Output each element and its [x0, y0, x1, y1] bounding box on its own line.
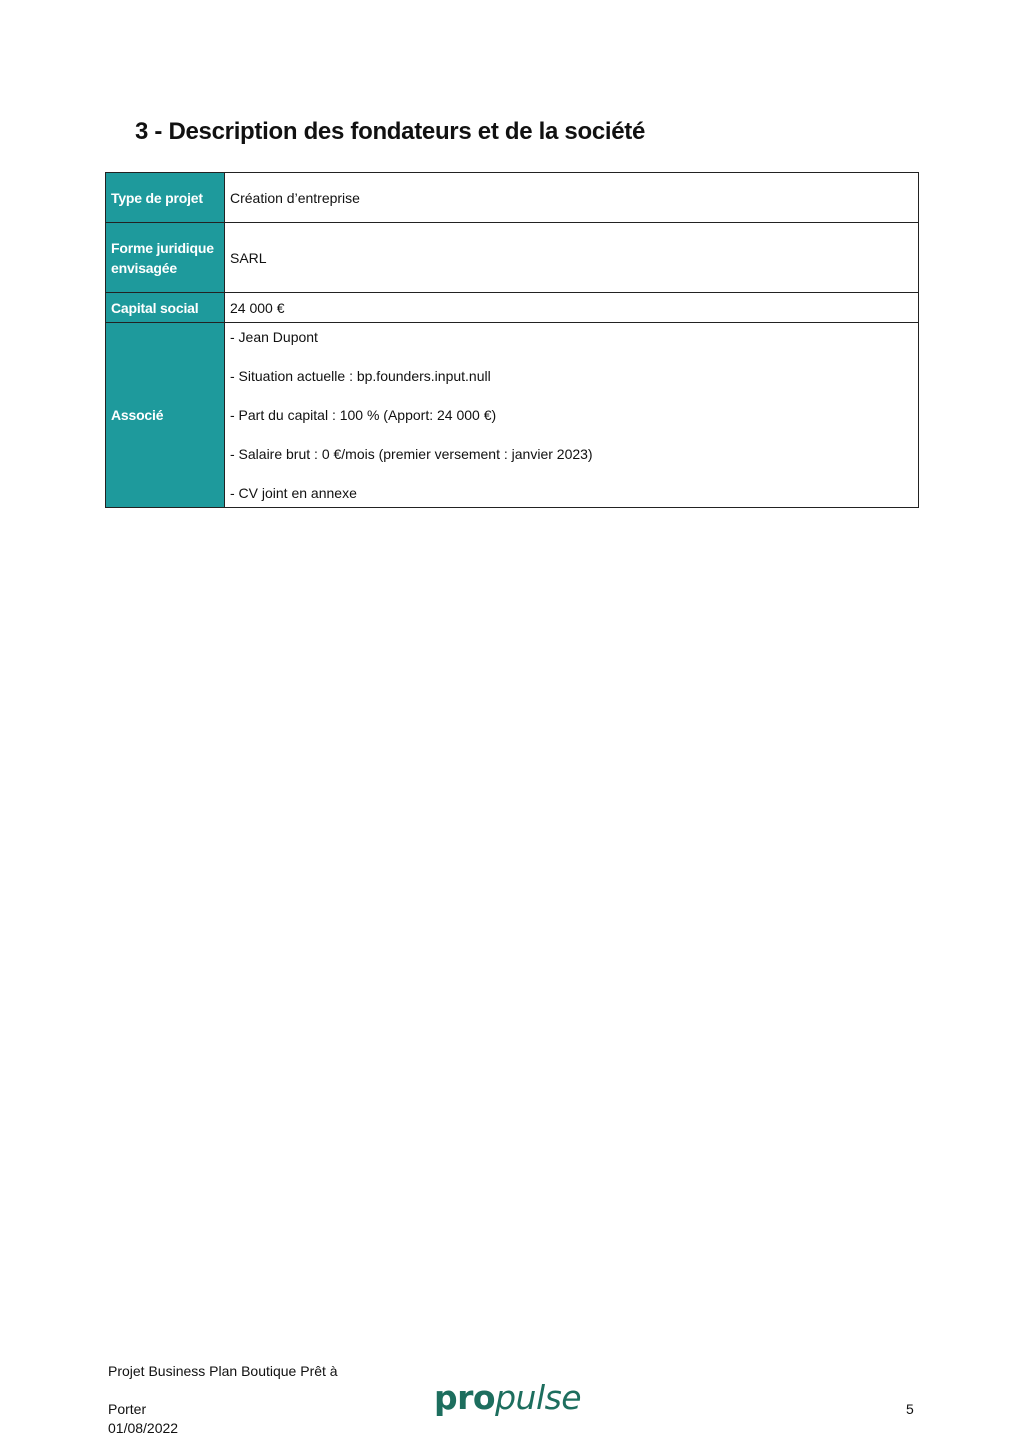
associe-line: - Salaire brut : 0 €/mois (premier versement : janvier 2023) [230, 446, 593, 462]
forme-value: SARL [225, 223, 919, 293]
associe-line: - Part du capital : 100 % (Apport: 24 000 €) [230, 407, 497, 423]
table-row [106, 323, 919, 508]
footer-project-title-line1: Projet Business Plan Boutique Prêt à [108, 1363, 338, 1379]
associe-line: - Situation actuelle : bp.founders.input.null [230, 368, 491, 384]
logo-text-part2: pulse [495, 1378, 582, 1417]
associe-line: - Jean Dupont [230, 329, 318, 345]
company-info-table [105, 172, 919, 508]
forme-label: Forme juridique envisagée [106, 223, 225, 293]
footer-date: 01/08/2022 [108, 1420, 179, 1436]
type-label: Type de projet [106, 173, 225, 223]
footer-project-info [108, 1362, 338, 1438]
associe-label: Associé [106, 323, 225, 508]
table-row [106, 223, 919, 293]
table-row [106, 293, 919, 323]
propulse-logo [434, 1378, 581, 1417]
capital-label: Capital social [106, 293, 225, 323]
table-row [106, 173, 919, 223]
associe-line: - CV joint en annexe [230, 485, 357, 501]
page-number: 5 [906, 1401, 914, 1417]
footer-project-title-line2: Porter [108, 1401, 147, 1417]
page-title: 3 - Description des fondateurs et de la société [135, 118, 646, 145]
type-value: Création d’entreprise [225, 173, 919, 223]
logo-text-part1: pro [434, 1378, 496, 1417]
capital-value: 24 000 € [225, 293, 919, 323]
associe-value [225, 323, 919, 508]
